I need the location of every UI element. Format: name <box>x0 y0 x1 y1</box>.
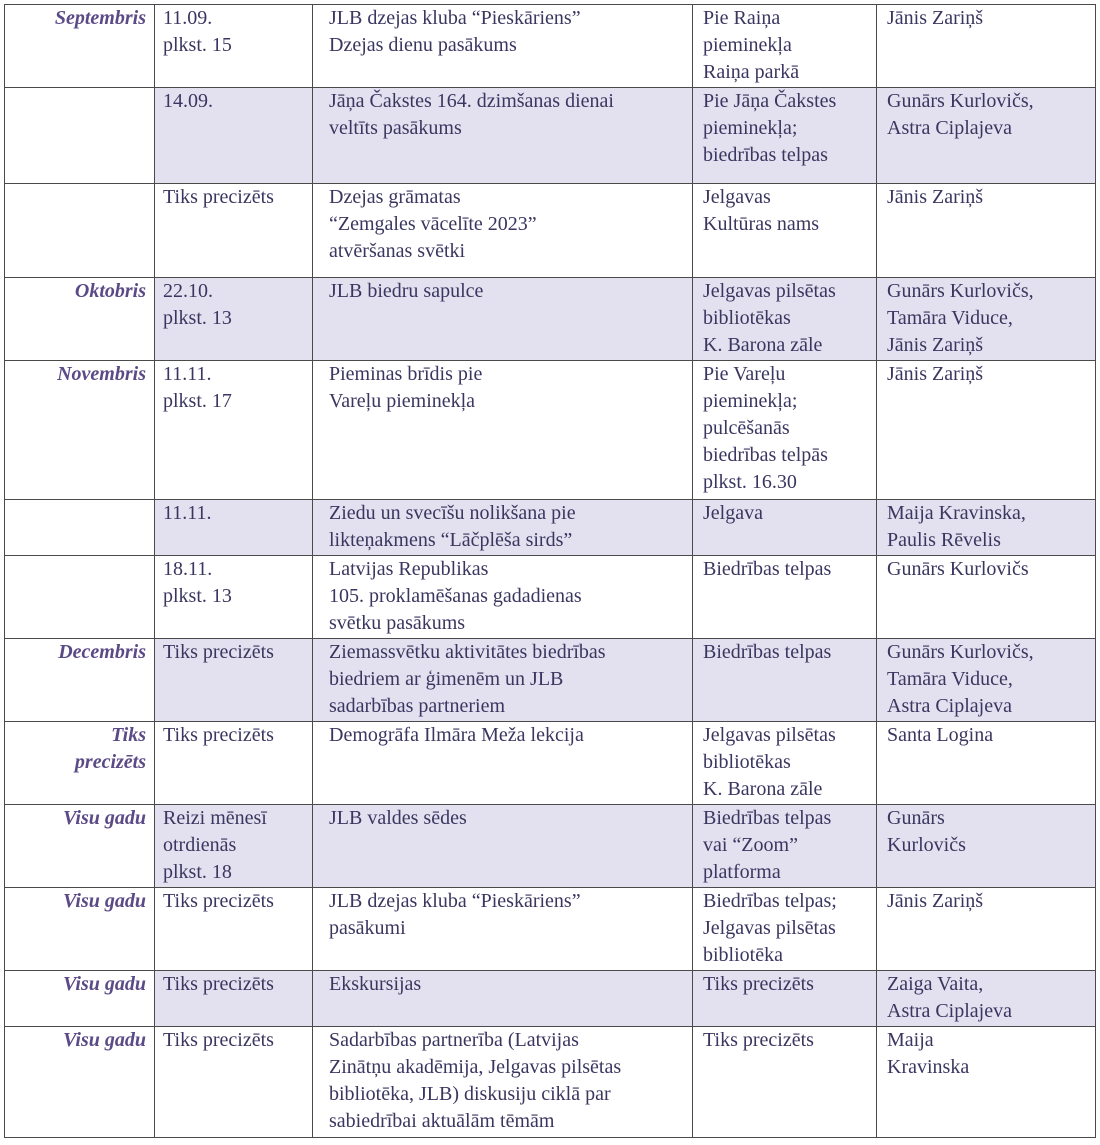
month-cell: Visu gadu <box>5 805 155 888</box>
date-cell: Tiks precizēts <box>155 888 313 971</box>
month-cell: Oktobris <box>5 278 155 361</box>
date-cell: 11.11. plkst. 17 <box>155 361 313 500</box>
responsible-cell: Jānis Zariņš <box>877 888 1096 971</box>
place-cell: Biedrības telpas <box>693 556 877 639</box>
table-row <box>5 805 1096 888</box>
table-row <box>5 971 1096 1027</box>
responsible-cell: Gunārs Kurlovičs, Tamāra Viduce, Jānis Zariņš <box>877 278 1096 361</box>
date-cell: Reizi mēnesī otrdienās plkst. 18 <box>155 805 313 888</box>
table-row <box>5 639 1096 722</box>
month-cell <box>5 500 155 556</box>
event-cell: Sadarbības partnerība (Latvijas Zinātņu akadēmija, Jelgavas pilsētas bibliotēka, JLB) diskusiju ciklā par sabiedrībai aktuālām tēmām <box>313 1027 693 1138</box>
events-schedule-table <box>4 4 1096 1138</box>
event-cell: JLB valdes sēdes <box>313 805 693 888</box>
place-cell: Jelgavas pilsētas bibliotēkas K. Barona zāle <box>693 278 877 361</box>
event-cell: Jāņa Čakstes 164. dzimšanas dienai veltīts pasākums <box>313 88 693 184</box>
event-cell: Pieminas brīdis pie Vareļu pieminekļa <box>313 361 693 500</box>
place-cell: Biedrības telpas; Jelgavas pilsētas bibliotēka <box>693 888 877 971</box>
responsible-cell: Jānis Zariņš <box>877 361 1096 500</box>
responsible-cell: Gunārs Kurlovičs, Astra Ciplajeva <box>877 88 1096 184</box>
place-cell: Tiks precizēts <box>693 971 877 1027</box>
date-cell: Tiks precizēts <box>155 1027 313 1138</box>
table-row <box>5 888 1096 971</box>
month-cell: Septembris <box>5 5 155 88</box>
event-cell: Ziedu un svecīšu nolikšana pie likteņakmens “Lāčplēša sirds” <box>313 500 693 556</box>
event-cell: Latvijas Republikas 105. proklamēšanas gadadienas svētku pasākums <box>313 556 693 639</box>
responsible-cell: Gunārs Kurlovičs, Tamāra Viduce, Astra Ciplajeva <box>877 639 1096 722</box>
responsible-cell: Maija Kravinska <box>877 1027 1096 1138</box>
event-cell: Ziemassvētku aktivitātes biedrības biedriem ar ģimenēm un JLB sadarbības partneriem <box>313 639 693 722</box>
date-cell: Tiks precizēts <box>155 184 313 278</box>
events-table-body <box>5 5 1096 1138</box>
month-cell <box>5 88 155 184</box>
month-cell: Tiks precizēts <box>5 722 155 805</box>
table-row <box>5 361 1096 500</box>
event-cell: JLB dzejas kluba “Pieskāriens” Dzejas dienu pasākums <box>313 5 693 88</box>
responsible-cell: Gunārs Kurlovičs <box>877 556 1096 639</box>
month-cell: Visu gadu <box>5 971 155 1027</box>
document-page <box>4 4 1096 1138</box>
place-cell: Pie Raiņa pieminekļa Raiņa parkā <box>693 5 877 88</box>
date-cell: 11.09. plkst. 15 <box>155 5 313 88</box>
event-cell: Demogrāfa Ilmāra Meža lekcija <box>313 722 693 805</box>
month-cell: Visu gadu <box>5 1027 155 1138</box>
table-row <box>5 556 1096 639</box>
place-cell: Pie Vareļu pieminekļa; pulcēšanās biedrības telpās plkst. 16.30 <box>693 361 877 500</box>
month-cell: Novembris <box>5 361 155 500</box>
date-cell: Tiks precizēts <box>155 722 313 805</box>
place-cell: Pie Jāņa Čakstes pieminekļa; biedrības telpas <box>693 88 877 184</box>
responsible-cell: Jānis Zariņš <box>877 5 1096 88</box>
responsible-cell: Gunārs Kurlovičs <box>877 805 1096 888</box>
place-cell: Jelgava <box>693 500 877 556</box>
date-cell: Tiks precizēts <box>155 971 313 1027</box>
table-row <box>5 184 1096 278</box>
date-cell: 18.11. plkst. 13 <box>155 556 313 639</box>
place-cell: Biedrības telpas <box>693 639 877 722</box>
table-row <box>5 5 1096 88</box>
event-cell: Ekskursijas <box>313 971 693 1027</box>
event-cell: JLB biedru sapulce <box>313 278 693 361</box>
event-cell: Dzejas grāmatas “Zemgales vācelīte 2023” atvēršanas svētki <box>313 184 693 278</box>
month-cell <box>5 184 155 278</box>
month-cell: Visu gadu <box>5 888 155 971</box>
place-cell: Jelgavas pilsētas bibliotēkas K. Barona zāle <box>693 722 877 805</box>
place-cell: Biedrības telpas vai “Zoom” platforma <box>693 805 877 888</box>
month-cell: Decembris <box>5 639 155 722</box>
place-cell: Tiks precizēts <box>693 1027 877 1138</box>
responsible-cell: Zaiga Vaita, Astra Ciplajeva <box>877 971 1096 1027</box>
table-row <box>5 278 1096 361</box>
event-cell: JLB dzejas kluba “Pieskāriens” pasākumi <box>313 888 693 971</box>
table-row <box>5 88 1096 184</box>
responsible-cell: Santa Logina <box>877 722 1096 805</box>
date-cell: 11.11. <box>155 500 313 556</box>
responsible-cell: Jānis Zariņš <box>877 184 1096 278</box>
month-cell <box>5 556 155 639</box>
date-cell: 22.10. plkst. 13 <box>155 278 313 361</box>
place-cell: Jelgavas Kultūras nams <box>693 184 877 278</box>
responsible-cell: Maija Kravinska, Paulis Rēvelis <box>877 500 1096 556</box>
table-row <box>5 722 1096 805</box>
table-row <box>5 500 1096 556</box>
date-cell: 14.09. <box>155 88 313 184</box>
table-row <box>5 1027 1096 1138</box>
date-cell: Tiks precizēts <box>155 639 313 722</box>
